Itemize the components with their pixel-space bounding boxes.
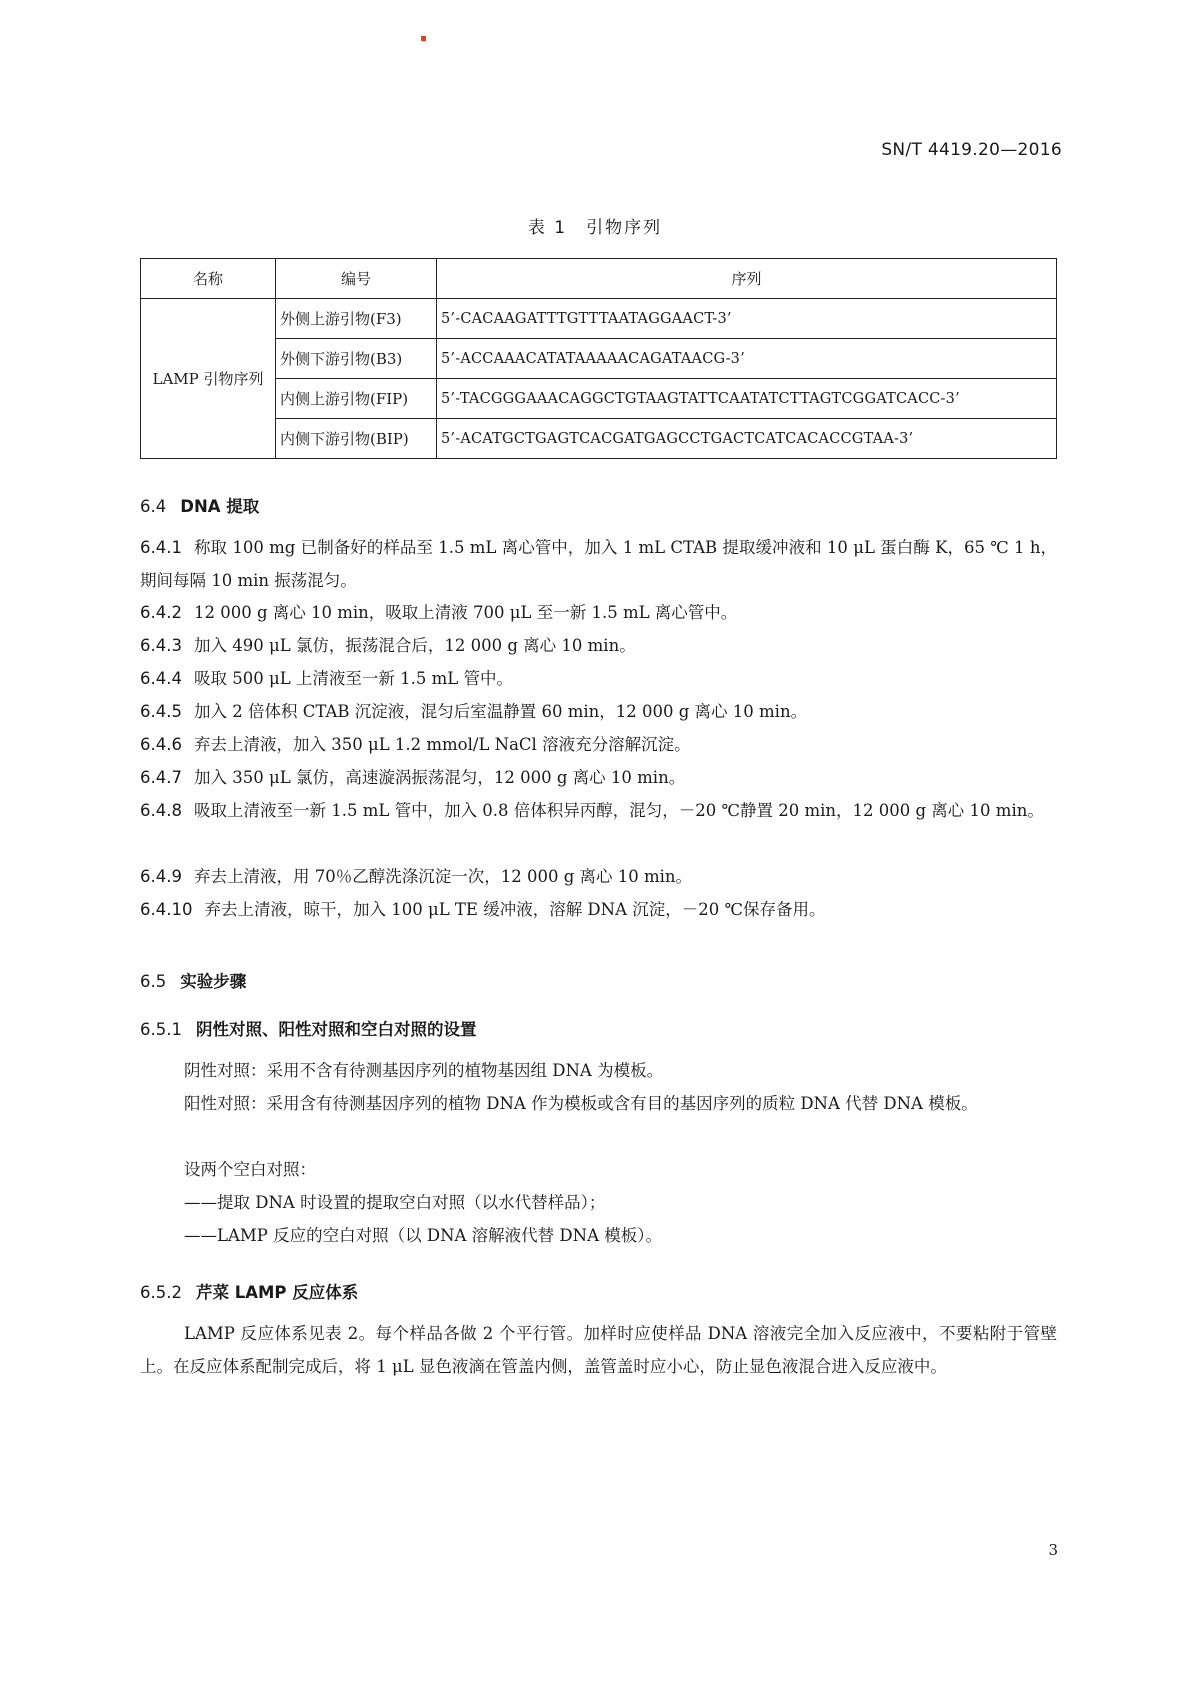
step-number: 6.4.2 (140, 603, 182, 622)
step-6-4-3 (140, 629, 1057, 662)
header-id: 编号 (276, 259, 437, 299)
step-text: 弃去上清液，用 70％乙醇洗涤沉淀一次，12 000 g 离心 10 min。 (193, 867, 693, 886)
section-number: 6.5 (140, 972, 167, 991)
section-6-4-heading (140, 493, 259, 517)
table-row (141, 419, 1057, 459)
step-number: 6.4.9 (140, 867, 182, 886)
section-number: 6.5.2 (140, 1283, 182, 1302)
step-number: 6.4.8 (140, 801, 182, 820)
step-text: 弃去上清液，晾干，加入 100 μL TE 缓冲液，溶解 DNA 沉淀，－20 ℃保存备用。 (204, 900, 826, 919)
primer-id: 内侧上游引物(FIP) (276, 379, 437, 419)
table-row (141, 299, 1057, 339)
step-number: 6.4.10 (140, 900, 193, 919)
section-6-5-heading (140, 968, 246, 992)
step-number: 6.4.1 (140, 538, 182, 557)
section-number: 6.5.1 (140, 1020, 182, 1039)
header-seq: 序列 (437, 259, 1057, 299)
primer-seq: 5’-TACGGGAAACAGGCTGTAAGTATTCAATATCTTAGTCGGATCACC-3’ (437, 379, 1057, 419)
step-number: 6.4.4 (140, 669, 182, 688)
step-text: 吸取上清液至一新 1.5 mL 管中，加入 0.8 倍体积异丙醇，混匀，－20 ℃静置 20 min，12 000 g 离心 10 min。 (193, 801, 1044, 820)
primer-id: 内侧下游引物(BIP) (276, 419, 437, 459)
step-6-4-5 (140, 695, 1057, 728)
section-title: 芹菜 LAMP 反应体系 (195, 1283, 359, 1302)
blank-intro: 设两个空白对照： (184, 1160, 316, 1179)
step-text: 加入 490 μL 氯仿，振荡混合后，12 000 g 离心 10 min。 (193, 636, 636, 655)
blank-control-1: ——提取 DNA 时设置的提取空白对照（以水代替样品）； (184, 1193, 606, 1212)
section-title: 实验步骤 (180, 972, 247, 991)
step-text: 弃去上清液，加入 350 μL 1.2 mmol/L NaCl 溶液充分溶解沉淀。 (193, 735, 691, 754)
step-number: 6.4.7 (140, 768, 182, 787)
step-text: 称取 100 mg 已制备好的样品至 1.5 mL 离心管中，加入 1 mL CTAB 提取缓冲液和 10 μL 蛋白酶 K，65 ℃ 1 h，期间每隔 10 min 振荡混匀。 (140, 538, 1057, 590)
table-title: 表 1 引物序列 (527, 218, 663, 238)
group-name: LAMP 引物序列 (141, 299, 276, 459)
negative-control: 阴性对照：采用不含有待测基因序列的植物基因组 DNA 为模板。 (184, 1061, 664, 1080)
primer-seq: 5’-ACATGCTGAGTCACGATGAGCCTGACTCATCACACCGTAA-3’ (437, 419, 1057, 459)
standard-number: SN/T 4419.20—2016 (881, 140, 1062, 160)
step-text: 吸取 500 μL 上清液至一新 1.5 mL 管中。 (193, 669, 513, 688)
page-number: 3 (1048, 1541, 1058, 1559)
table-header-row (141, 259, 1057, 299)
step-text: 加入 350 μL 氯仿，高速漩涡振荡混匀，12 000 g 离心 10 min。 (193, 768, 686, 787)
primer-table (140, 258, 1057, 459)
step-6-4-6 (140, 728, 1057, 761)
step-6-4-9 (140, 860, 1057, 893)
step-text: 12 000 g 离心 10 min，吸取上清液 700 μL 至一新 1.5 mL 离心管中。 (193, 603, 738, 622)
section-title: 阴性对照、阳性对照和空白对照的设置 (195, 1020, 477, 1039)
section-title: DNA 提取 (180, 497, 260, 516)
table-row (141, 379, 1057, 419)
positive-control: 阳性对照：采用含有待测基因序列的植物 DNA 作为模板或含有目的基因序列的质粒 DNA 代替 DNA 模板。 (184, 1094, 978, 1113)
step-number: 6.4.3 (140, 636, 182, 655)
step-text: 加入 2 倍体积 CTAB 沉淀液，混匀后室温静置 60 min，12 000 g 离心 10 min。 (193, 702, 808, 721)
section-6-5-2-heading (140, 1279, 358, 1303)
primer-id: 外侧下游引物(B3) (276, 339, 437, 379)
primer-seq: 5’-CACAAGATTTGTTTAATAGGAACT-3’ (437, 299, 1057, 339)
step-number: 6.4.5 (140, 702, 182, 721)
reaction-system-text: LAMP 反应体系见表 2。每个样品各做 2 个平行管。加样时应使样品 DNA 溶液完全加入反应液中，不要粘附于管壁上。在反应体系配制完成后，将 1 μL 显色液滴在管盖内侧，盖管盖时应小心，防止显色液混合进入反应液中。 (140, 1324, 1057, 1376)
step-6-4-8 (140, 794, 1057, 827)
blank-control-2: ——LAMP 反应的空白对照（以 DNA 溶解液代替 DNA 模板）。 (184, 1226, 663, 1245)
primer-id: 外侧上游引物(F3) (276, 299, 437, 339)
step-6-4-2 (140, 596, 1057, 629)
step-6-4-4 (140, 662, 1057, 695)
corner-mark (421, 36, 426, 41)
primer-seq: 5’-ACCAAACATATAAAAACAGATAACG-3’ (437, 339, 1057, 379)
step-6-4-10 (140, 893, 1057, 926)
table-row (141, 339, 1057, 379)
step-number: 6.4.6 (140, 735, 182, 754)
step-6-4-7 (140, 761, 1057, 794)
step-6-4-1 (140, 531, 1057, 597)
section-number: 6.4 (140, 497, 167, 516)
header-name: 名称 (141, 259, 276, 299)
section-6-5-1-heading (140, 1016, 476, 1040)
